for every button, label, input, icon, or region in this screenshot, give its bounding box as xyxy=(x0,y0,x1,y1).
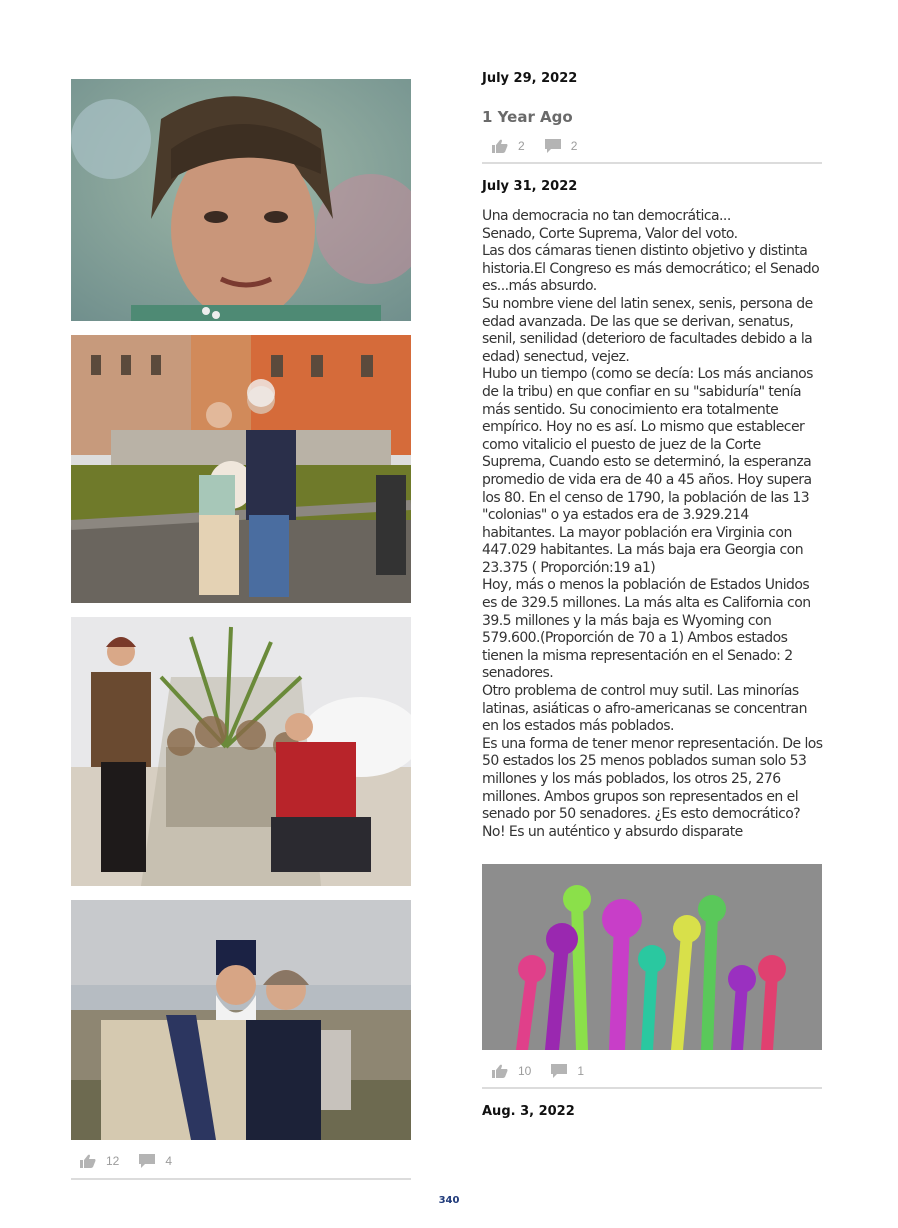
like-count: 12 xyxy=(106,1154,120,1168)
comment-count: 1 xyxy=(577,1064,585,1078)
comment-count: 2 xyxy=(570,139,578,153)
post-date: July 29, 2022 xyxy=(482,71,578,86)
photo-couple-beach xyxy=(71,900,411,1140)
photo-couple-fountain xyxy=(71,335,411,603)
photo-couple-planter xyxy=(71,617,411,886)
like-count: 10 xyxy=(518,1064,532,1078)
comment-count: 4 xyxy=(165,1154,173,1168)
like-count: 2 xyxy=(518,139,525,153)
post-date: July 31, 2022 xyxy=(482,179,578,194)
post-stats xyxy=(492,1061,604,1081)
photo-raised-hands-art xyxy=(482,864,822,1050)
photo-portrait-woman xyxy=(71,79,411,321)
comment-bubble-icon[interactable] xyxy=(551,1064,567,1078)
thumbs-up-icon[interactable] xyxy=(492,1064,508,1078)
post-date: Aug. 3, 2022 xyxy=(482,1104,575,1119)
left-divider xyxy=(71,1178,411,1180)
post-stats xyxy=(492,136,597,156)
comment-bubble-icon[interactable] xyxy=(139,1154,155,1168)
left-post-stats xyxy=(80,1151,192,1171)
thumbs-up-icon[interactable] xyxy=(80,1154,96,1168)
page-number: 340 xyxy=(438,1195,460,1206)
post-body-text: Una democracia no tan democrática... Senado, Corte Suprema, Valor del voto. Las dos cámaras tienen distinto objetivo y distinta historia.El Congreso es más democrático; el Senado es...más absurdo. Su nombre viene del latin senex, senis, persona de edad avanzada. De las que se derivan, senatus, senil, senilidad (deterioro de facultades debido a la edad) senectud, vejez. Hubo un tiempo (como se decía: Los más ancianos de la tribu) en que confiar en su "sabiduría" tenía más sentido. Su conocimiento era totalmente empírico. Hoy no es así. Lo mismo que establecer como vitalicio el puesto de juez de la Corte Suprema, Cuando esto se determinó, la esperanza promedio de vida era de 40 a 45 años. Hoy supera los 80. En el censo de 1790, la población de las 13 "colonias" o ya estados era de 3.929.214 habitantes. La mayor población era Virginia con 447.029 habitantes. La más baja era Georgia con 23.375 ( Proporción:19 a1) Hoy, más o menos la población de Estados Unidos es de 329.5 millones. La más alta es California con 39.5 millones y la más baja es Wyoming con 579.600.(Proporción de 70 a 1) Ambos estados tienen la misma representación en el Senado: 2 senadores. Otro problema de control muy sutil. Las minorías latinas, asiáticas o afro-americanas se concentran en los estados más poblados. Es una forma de tener menor representación. De los 50 estados los 25 menos poblados suman solo 53 millones y los más poblados, los otros 25, 276 millones. Ambos grupos son representados en el senado por 50 senadores. ¿Es esto democrático? No! Es un auténtico y absurdo disparate xyxy=(482,208,823,840)
post-subtitle: 1 Year Ago xyxy=(482,108,573,126)
comment-bubble-icon[interactable] xyxy=(545,139,561,153)
thumbs-up-icon[interactable] xyxy=(492,139,508,153)
post-divider xyxy=(482,162,822,164)
post-divider xyxy=(482,1087,822,1089)
